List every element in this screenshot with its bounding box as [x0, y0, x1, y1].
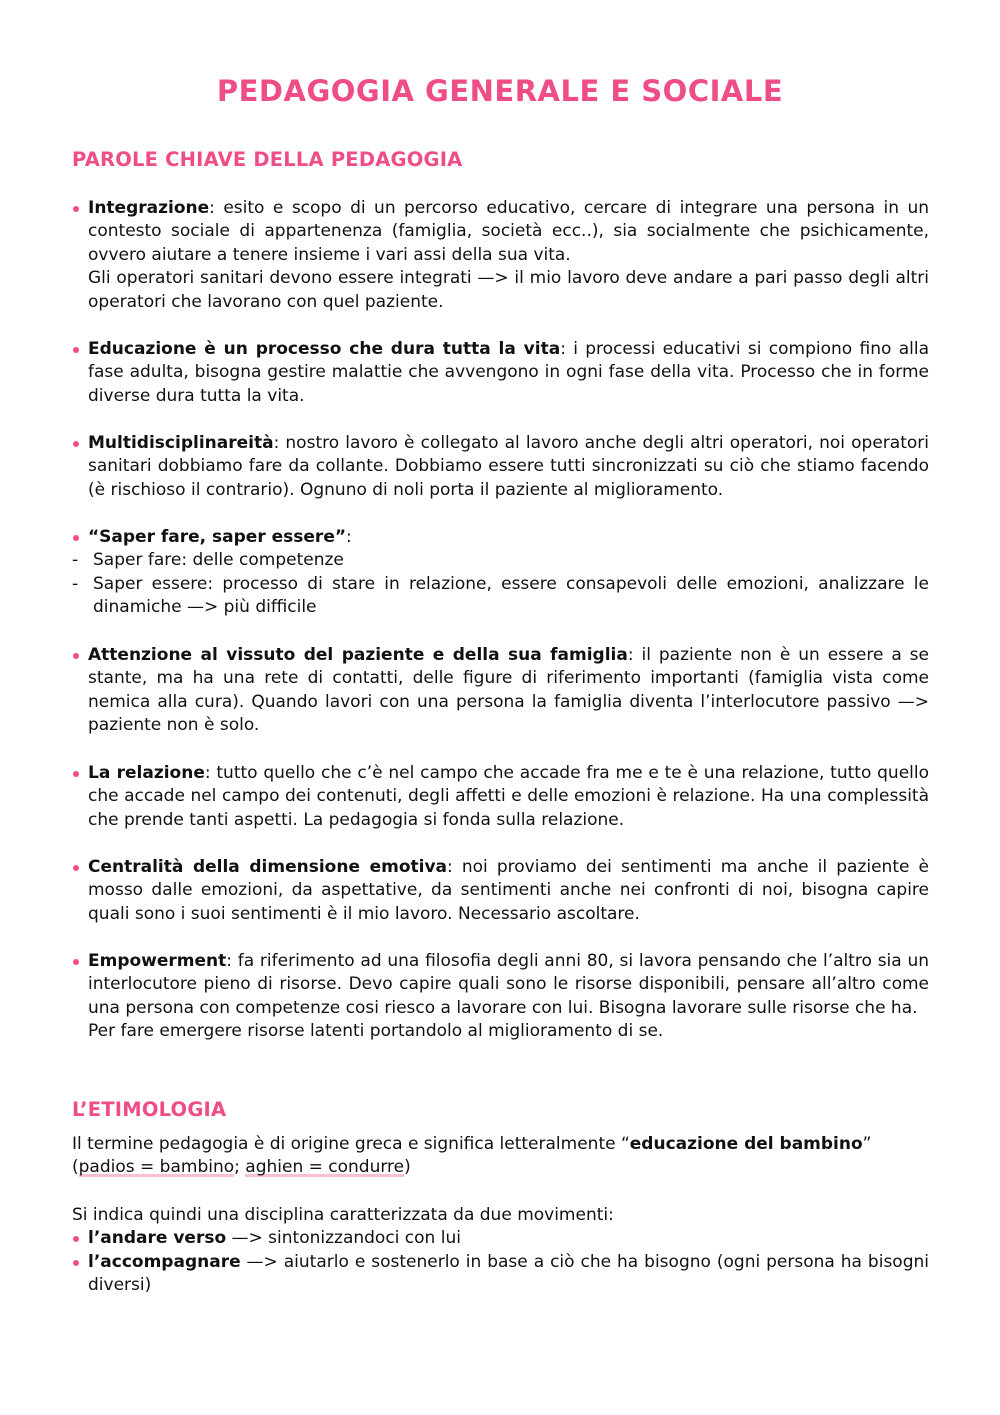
list-item: [72, 644, 929, 738]
intro-close-quote: ”: [862, 1134, 872, 1154]
sub-item-text: Saper fare: delle competenze: [93, 550, 344, 571]
sub-item: - Saper fare: delle competenze: [72, 550, 344, 571]
keyword-text: : il paziente non è un essere a se stante, ma ha una rete di contatti, delle figure di riferimento importanti (famiglia vista come nemica alla cura). Quando lavori con una persona la famiglia diventa l’interlocutore passivo —> paziente non è solo.: [88, 645, 929, 736]
list-item: [72, 762, 929, 832]
page-title: PEDAGOGIA GENERALE E SOCIALE: [216, 74, 784, 108]
keyword-term: Centralità della dimensione emotiva: [88, 857, 448, 877]
highlighted-root: aghien = condurre: [245, 1157, 405, 1178]
paren-close: ): [404, 1157, 411, 1178]
list-item: [72, 338, 929, 408]
list-item: [72, 526, 929, 549]
keyword-text: : esito e scopo di un percorso educativo, cercare di integrare una persona in un contesto sociale di appartenenza (famiglia, società ecc..), sia socialmente che psichicamente, ovvero aiutare a tenere insieme i vari assi della sua vita.: [88, 198, 929, 265]
keyword-item-integrazione: [72, 197, 929, 314]
list-item: [72, 1227, 929, 1250]
list-item: [72, 432, 929, 502]
sub-item-text: Saper essere: processo di stare in relazione, essere consapevoli delle emozioni, analizzare le dinamiche —> più difficile: [93, 573, 929, 618]
etymology-paragraph: [72, 1133, 929, 1180]
paren-open: (: [72, 1157, 79, 1178]
movement-term: l’accompagnare: [88, 1251, 241, 1272]
intro-text: Il termine pedagogia è di origine greca e significa letteralmente “: [72, 1134, 630, 1154]
keyword-term: Educazione è un processo che dura tutta la vita: [88, 339, 561, 359]
movement-text: —> aiutarlo e sostenerlo in base a ciò che ha bisogno (ogni persona ha bisogni diversi): [88, 1251, 929, 1296]
keyword-text: : nostro lavoro è collegato al lavoro anche degli altri operatori, noi operatori sanitari dobbiamo fare da collante. Dobbiamo essere tutti sincronizzati su ciò che stiamo facendo (è rischioso il contrario). Ognuno di noli porta il paziente al miglioramento.: [88, 433, 929, 500]
keyword-term: Integrazione: [88, 198, 210, 218]
keyword-item-multidisciplinareita: [72, 432, 929, 502]
keyword-term: “Saper fare, saper essere”: [88, 527, 347, 547]
keyword-text: : fa riferimento ad una filosofia degli anni 80, si lavora pensando che l’altro sia un interlocutore pieno di risorse. Devo capire quali sono le risorse disponibili, pensare all’altro come una persona con competenze cosi riesco a lavorare con lui. Bisogna lavorare sulle risorse che ha.: [88, 951, 929, 1018]
etymology-roots: [72, 1156, 929, 1179]
keyword-text: : i processi educativi si compiono fino alla fase adulta, bisogna gestire malattie che avvengono in ogni fase della vita. Processo che in forme diverse dura tutta la vita.: [88, 339, 929, 406]
movements-block: [72, 1204, 929, 1298]
list-item: [72, 856, 929, 926]
section-heading-etimologia: L’ETIMOLOGIA: [72, 1098, 227, 1121]
keyword-item-vissuto: [72, 644, 929, 738]
keyword-extra: Per fare emergere risorse latenti portandolo al miglioramento di se.: [88, 1021, 664, 1042]
keyword-item-centralita: [72, 856, 929, 926]
keyword-term: La relazione: [88, 763, 205, 783]
keyword-text: : tutto quello che c’è nel campo che accade fra me e te è una relazione, tutto quello che accade nel campo dei contenuti, degli affetti e delle emozioni è relazione. Ha una complessità che prende tanti aspetti. La pedagogia si fonda sulla relazione.: [88, 763, 930, 830]
keyword-item-relazione: [72, 762, 929, 832]
keyword-text: :: [346, 527, 352, 547]
intro-bold: educazione del bambino: [629, 1134, 863, 1154]
keyword-item-empowerment: [72, 950, 929, 1044]
list-item: [72, 1251, 929, 1298]
highlighted-root: padios = bambino: [78, 1157, 235, 1178]
sub-item: - Saper essere: processo di stare in relazione, essere consapevoli delle emozioni, analizzare le dinamiche —> più difficile: [72, 573, 929, 618]
keyword-extra: Gli operatori sanitari devono essere integrati —> il mio lavoro deve andare a pari passo degli altri operatori che lavorano con quel paziente.: [88, 268, 929, 312]
movements-intro: Si indica quindi una disciplina caratterizzata da due movimenti:: [72, 1205, 614, 1225]
separator: ;: [234, 1157, 246, 1178]
section-heading-keywords: PAROLE CHIAVE DELLA PEDAGOGIA: [72, 148, 463, 171]
list-item: [72, 197, 929, 314]
keyword-term: Multidisciplinareità: [88, 433, 274, 453]
keyword-text: : noi proviamo dei sentimenti ma anche il paziente è mosso dalle emozioni, da aspettative, da sentimenti anche nei confronti di noi, bisogna capire quali sono i suoi sentimenti è il mio lavoro. Necessario ascoltare.: [88, 857, 929, 924]
movement-term: l’andare verso: [88, 1228, 227, 1249]
list-item: [72, 950, 929, 1044]
keyword-term: Empowerment: [88, 951, 227, 971]
keyword-item-saper-fare: [72, 526, 929, 620]
etymology-intro: [72, 1133, 929, 1156]
keyword-term: Attenzione al vissuto del paziente e della sua famiglia: [88, 645, 628, 665]
movement-text: —> sintonizzandoci con lui: [226, 1228, 461, 1249]
keyword-item-educazione: [72, 338, 929, 408]
